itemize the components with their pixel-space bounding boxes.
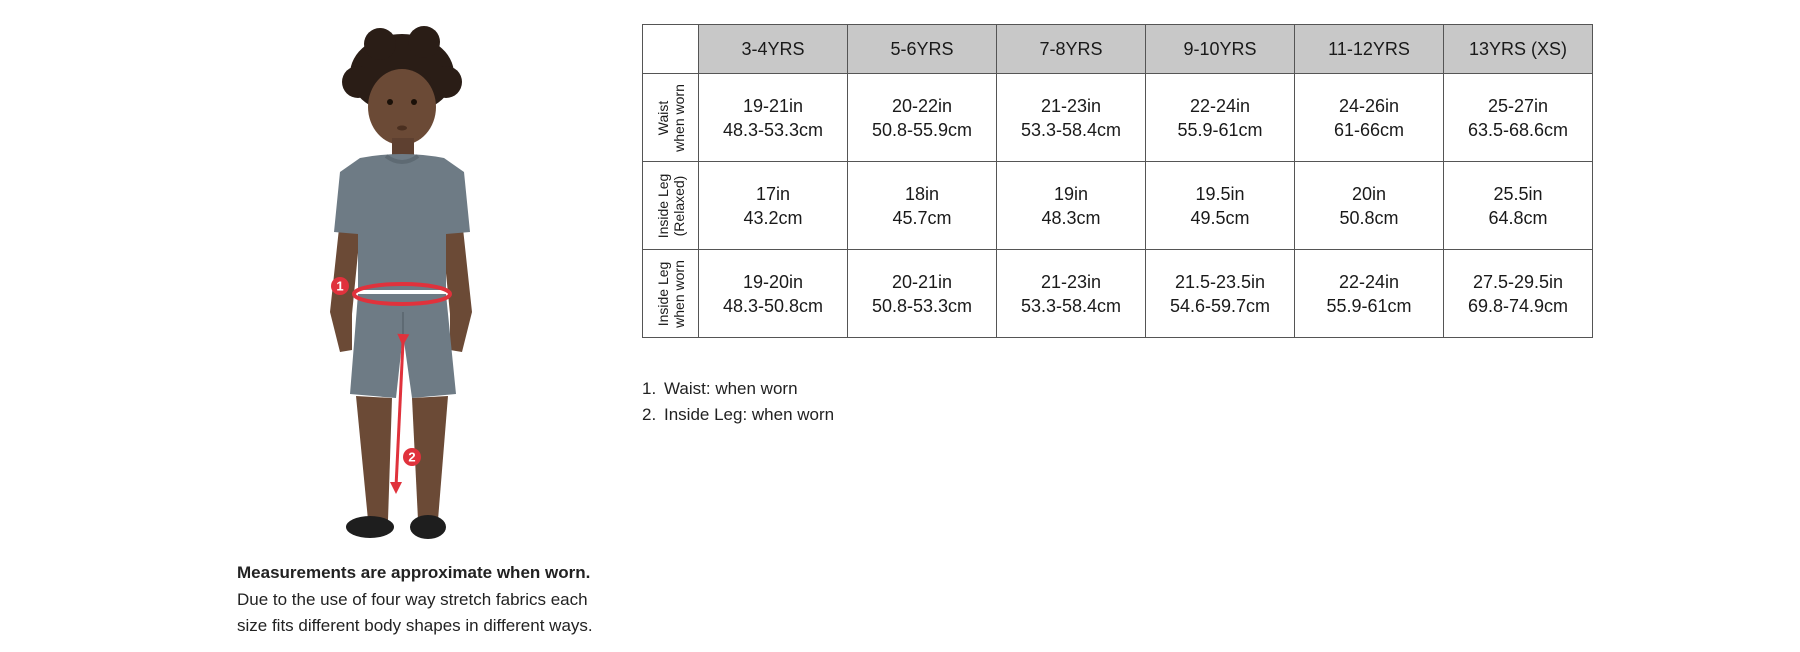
row-label-waist [643,74,699,162]
table-cell [1295,162,1444,250]
right-shoe [410,515,446,539]
table-cell [1444,162,1593,250]
caption-heading: Measurements are approximate when worn. [237,563,591,582]
face [368,69,436,145]
cell-cm: 43.2cm [743,207,803,228]
note-item [642,402,834,428]
measurement-notes [642,376,834,428]
table-cell [699,74,848,162]
measurement-caption [237,560,657,640]
table-cell [997,250,1146,338]
size-header-3-4: 3-4YRS [699,25,848,74]
cell-cm: 48.3-53.3cm [722,119,824,140]
cell-cm: 49.5cm [1190,207,1250,228]
table-cell [848,250,997,338]
table-row-waist [643,74,1593,162]
cell-inches: 21.5-23.5in [1174,271,1266,292]
table-cell [1295,250,1444,338]
caption-line-2: size fits different body shapes in different ways. [237,616,593,635]
marker-2-number: 2 [408,449,416,465]
left-leg [356,396,392,520]
cell-cm: 63.5-68.6cm [1467,119,1569,140]
cell-cm: 50.8cm [1339,207,1399,228]
row-label-inside-leg-worn [643,250,699,338]
cell-inches: 21-23in [1040,95,1102,116]
cell-inches: 19.5in [1195,183,1245,204]
cell-cm: 55.9-61cm [1177,119,1263,140]
table-cell [1295,74,1444,162]
row-label-line-1: Waist [654,100,671,135]
note-number: 2. [642,405,657,424]
cell-inches: 27.5-29.5in [1472,271,1564,292]
cell-inches: 19-20in [742,271,804,292]
cell-cm: 53.3-58.4cm [1020,295,1122,316]
row-label-inside-leg-relaxed [643,162,699,250]
left-shoe [346,516,394,538]
cell-cm: 53.3-58.4cm [1020,119,1122,140]
table-cell [1146,250,1295,338]
cell-inches: 19in [1053,183,1089,204]
cell-inches: 18in [904,183,940,204]
row-label-line-1: Inside Leg [654,173,671,238]
note-text: Waist: when worn [664,379,798,398]
cell-inches: 20in [1351,183,1387,204]
child-model-figure [300,22,500,542]
note-number: 1. [642,379,657,398]
cell-inches: 25-27in [1487,95,1549,116]
size-header-7-8: 7-8YRS [997,25,1146,74]
table-cell [699,162,848,250]
table-header-row [643,25,1593,74]
cell-inches: 20-22in [891,95,953,116]
cell-inches: 25.5in [1493,183,1543,204]
cell-inches: 24-26in [1338,95,1400,116]
size-header-11-12: 11-12YRS [1295,25,1444,74]
table-row-inside-leg-worn [643,250,1593,338]
child-model-illustration [300,22,500,542]
cell-inches: 17in [755,183,791,204]
cell-cm: 54.6-59.7cm [1169,295,1271,316]
table-row-inside-leg-relaxed [643,162,1593,250]
cell-inches: 20-21in [891,271,953,292]
caption-line-1: Due to the use of four way stretch fabrics each [237,589,588,609]
table-cell [997,162,1146,250]
size-header-5-6: 5-6YRS [848,25,997,74]
size-chart-table [642,24,1593,338]
cell-cm: 48.3cm [1041,207,1101,228]
note-item [642,376,834,402]
cell-cm: 64.8cm [1488,207,1548,228]
cell-cm: 69.8-74.9cm [1467,295,1569,316]
cell-cm: 55.9-61cm [1326,295,1412,316]
table-cell [1444,250,1593,338]
cell-cm: 45.7cm [892,207,952,228]
cell-cm: 50.8-55.9cm [871,119,973,140]
row-label-line-2: when worn [670,259,687,328]
size-header-9-10: 9-10YRS [1146,25,1295,74]
cell-cm: 61-66cm [1333,119,1405,140]
marker-1-number: 1 [336,278,344,294]
table-cell [1444,74,1593,162]
cell-inches: 19-21in [742,95,804,116]
cell-inches: 22-24in [1189,95,1251,116]
cell-inches: 21-23in [1040,271,1102,292]
note-text: Inside Leg: when worn [664,405,835,424]
table-cell [1146,162,1295,250]
size-header-13-xs: 13YRS (XS) [1444,25,1593,74]
row-label-line-2: (Relaxed) [670,175,687,236]
table-cell [1146,74,1295,162]
row-label-line-1: Inside Leg [654,261,671,326]
cell-inches: 22-24in [1338,271,1400,292]
cell-cm: 48.3-50.8cm [722,295,824,316]
table-cell [848,74,997,162]
table-cell [997,74,1146,162]
table-cell [848,162,997,250]
cell-cm: 50.8-53.3cm [871,295,973,316]
row-label-line-2: when worn [670,83,687,152]
table-cell [699,250,848,338]
table-corner-cell [643,25,699,74]
